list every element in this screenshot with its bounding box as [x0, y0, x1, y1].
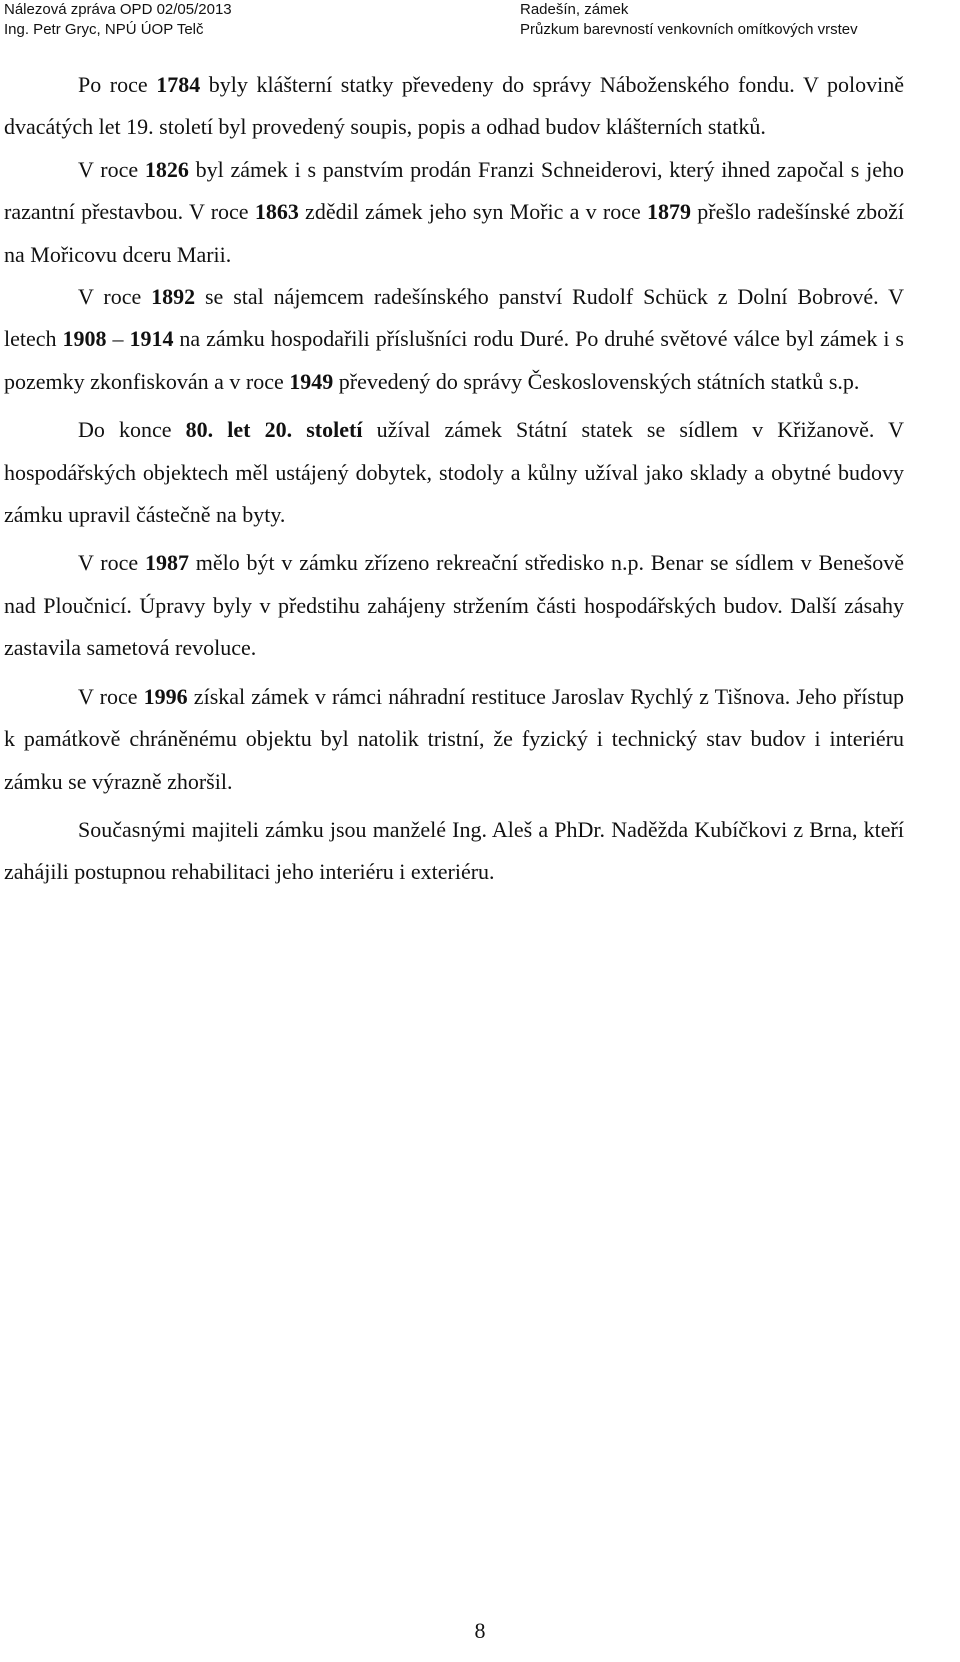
text-span: Současnými majiteli zámku jsou manželé Ing. Aleš a PhDr. Naděžda Kubíčkovi z Brna, kteří zahájili postupnou rehabilitaci jeho interiéru i exteriéru. [4, 816, 904, 885]
bold-year: 1914 [129, 326, 174, 352]
header-author: Ing. Petr Gryc, NPÚ ÚOP Telč [4, 21, 204, 38]
bold-year: 1784 [156, 72, 201, 97]
text-span: získal zámek v rámci náhradní restituce Jaroslav Rychlý z Tišnova. Jeho přístup k památkově chráněnému objektu byl natolik tristní, že fyzický i technický stav budov i interiéru zámku se výrazně zhoršil. [4, 683, 904, 794]
header-right [520, 0, 858, 40]
paragraph-3 [4, 276, 904, 403]
text-span: zdědil zámek jeho syn Mořic a v roce [298, 199, 648, 225]
paragraph-7 [4, 809, 904, 894]
header-subject: Průzkum barevností venkovních omítkových vrstev [520, 21, 858, 38]
text-span: mělo být v zámku zřízeno rekreační středisko n.p. Benar se sídlem v Benešově nad Ploučnicí. Úpravy byly v předstihu zahájeny stržením části hospodářských budov. Další zásahy zastavila sametová revoluce. [4, 550, 904, 661]
text-span: – [106, 326, 130, 352]
bold-year: 1892 [151, 284, 196, 310]
bold-year: 1987 [144, 550, 189, 576]
text-span: Do konce [78, 417, 186, 443]
bold-year: 1996 [143, 683, 188, 709]
page-number: 8 [474, 1618, 486, 1643]
paragraph-5 [4, 542, 904, 669]
paragraph-6 [4, 676, 904, 803]
paragraph-2 [4, 149, 904, 276]
header-location: Radešín, zámek [520, 1, 629, 18]
bold-period: 80. let 20. století [185, 417, 363, 443]
text-span: byl zámek i s panstvím prodán Franzi Schneiderovi, který ihned započal s jeho razantní přestavbou. V roce [4, 156, 904, 225]
bold-year: 1949 [289, 368, 334, 394]
text-span: Po roce [78, 72, 157, 97]
text-span: V roce [78, 156, 145, 182]
bold-year: 1863 [254, 199, 299, 225]
text-span: byly klášterní statky převedeny do správy Náboženského fondu. V polovině dvacátých let 19. století byl provedený soupis, popis a odhad budov klášterních statků. [4, 72, 905, 140]
text-span: V roce [78, 284, 152, 310]
paragraph-4 [4, 409, 904, 536]
bold-year: 1908 [62, 326, 107, 352]
paragraph-1 [4, 64, 904, 149]
text-span: převedený do správy Československých státních statků s.p. [333, 368, 860, 394]
text-span: užíval zámek Státní statek se sídlem v Křižanově. V hospodářských objektech měl ustájený dobytek, stodoly a kůlny užíval jako sklady a obytné budovy zámku upravil částečně na byty. [4, 417, 904, 528]
text-span: přešlo radešínské zboží na Mořicovu dceru Marii. [4, 199, 905, 267]
header-report-id: Nálezová zpráva OPD 02/05/2013 [4, 1, 232, 18]
text-span: V roce [78, 550, 145, 576]
text-span: V roce [78, 683, 144, 709]
bold-year: 1879 [647, 199, 692, 225]
bold-year: 1826 [144, 156, 189, 182]
header-left [4, 0, 232, 40]
text-span: se stal nájemcem radešínského panství Rudolf Schück z Dolní Bobrové. V letech [4, 284, 904, 352]
body-text [4, 64, 904, 894]
text-span: na zámku hospodařili příslušníci rodu Duré. Po druhé světové válce byl zámek i s pozemky zkonfiskován a v roce [4, 326, 904, 394]
